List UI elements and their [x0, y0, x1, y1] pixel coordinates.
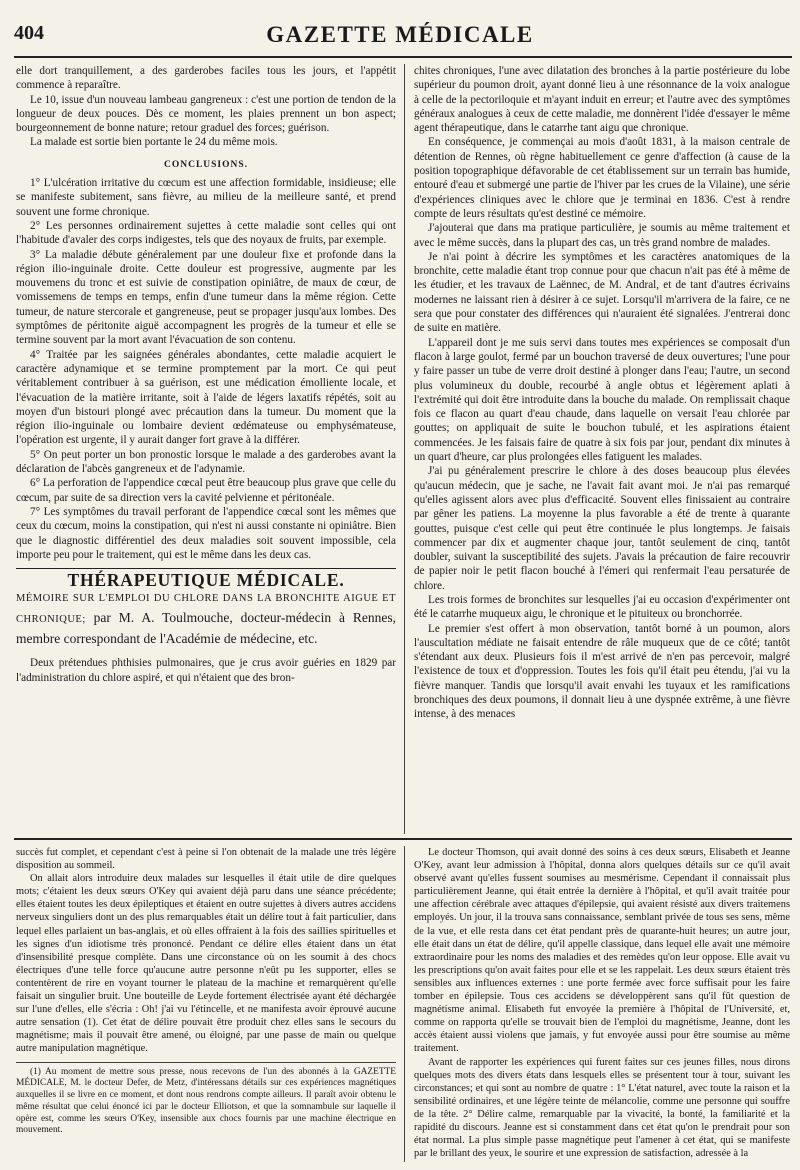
conclusion-item: 2° Les personnes ordinairement sujettes à cette maladie sont celles qui ont l'habitude d'avaler des corps indigestes, tels que des noyaux de fruits, par exemple. — [16, 219, 396, 247]
article-opening: Deux prétendues phthisies pulmonaires, que je crus avoir guéries en 1829 par l'administration du chlore aspiré, et qui n'étaient que des bron- — [16, 657, 396, 684]
header-rule — [14, 56, 792, 58]
article-title — [16, 587, 396, 648]
paragraph: Le docteur Thomson, qui avait donné des soins à ces deux sœurs, Elisabeth et Jeanne O'Key, avant leur admission à l'hôpital, donna alors quelques détails sur ce qu'il avait observé avant qu'elles fussent soumises au mesmérisme. Cependant il connaissait plus particulièrement Jeanne, qui était entrée la dernière à l'hôpital, et qu'il avait traitée pour une affection cérébrale avec attaques d'épilepsie, qui avaient résisté aux divers traitemens employés. Un jour, il la trouva sans connaissance, semblant privée de tous ses sens, même de la vue, et elle resta dans cet état pendant près de quarante-huit heures; un autre jour, elle était dans un état de délire, qu'il appelle classique, dans lequel elle avait une mémoire extraordinaire pour les noms des maladies et des remèdes qu'on leur oppose. Elle avait vu les prescriptions qu'on avait faites pour elle et se les rappelait. Les deux sœurs étaient très sensibles aux influences externes : une porte fermée avec force suffisait pour les faire tomber en épilepsie. Tous ces accidens se développèrent sans qu'il fût question de magnétisme animal. Elisabeth fut envoyée la première à l'hôpital de l'Université, et, comme on rapporta qu'elle se trouvait bien de l'emploi du magnétisme, Jeanne, dont les accès étaient aussi violens que jamais, y fut envoyée aussi pour être soumise au même traitement. — [414, 847, 790, 1055]
paragraph: Les trois formes de bronchites sur lesquelles j'ai eu occasion d'expérimenter ont été le catarrhe muqueux aigu, le chronique et le pituiteux ou bronchorrée. — [414, 593, 790, 621]
conclusion-item: 6° La perforation de l'appendice cœcal peut être beaucoup plus grave que celle du cœcum, par suite de sa direction vers la cavité pelvienne et péritonéale. — [16, 477, 396, 504]
paragraph: Le premier s'est offert à mon observation, tantôt borné à un poumon, alors l'auscultation médiate ne faisait entendre de râle muqueux que de ce côté; tantôt s'étendant aux deux. Plusieurs fois il m'est arrivé de n'en pas percevoir, malgré l'existence de toux et d'oppression. Toutes les fois qu'il était peu étendu, j'ai vu la fièvre manquer. Tandis que lorsqu'il avait envahi les tuyaux et les ramifications bronchiques des deux poumons, il donnait lieu à une dyspnée extrême, à une fièvre intense, à des menaces — [414, 622, 790, 721]
column-divider-bottom — [404, 846, 405, 1162]
paragraph: La malade est sortie bien portante le 24 du même mois. — [30, 136, 278, 149]
conclusion-item: 7° Les symptômes du travail perforant de l'appendice cœcal sont les mêmes que ceux du cœcum, moins la constipation, qui n'est ni aussi constante ni opiniâtre. Bien que le diagnostic différentiel des deux maladies soit souvent impossible, cela importe peu pour le traitement, qui est le même dans les deux cas. — [16, 505, 396, 561]
paragraph: Je n'ai point à décrire les symptômes et les caractères anatomiques de la bronchite, cette maladie étant trop connue pour que chacun n'ait pas été à même de les étudier, et les travaux de Laënnec, de M. Andral, et de tant d'autres écrivains modernes ne laissant rien à désirer à ce sujet. Lorsqu'il m'arrivera de la faire, ce ne sera que pour constater des différences qui n'auraient été signalées. J'entrerai donc de suite en matière. — [414, 250, 790, 335]
feuilleton-rule — [14, 838, 792, 840]
left-column — [16, 64, 396, 834]
paragraph: J'ajouterai que dans ma pratique particulière, je soumis au même traitement et avec le même succès, dans la plupart des cas, un très grand nombre de malades. — [414, 222, 790, 249]
paragraph: chites chroniques, l'une avec dilatation des bronches à la partie postérieure du lobe supérieur du poumon droit, ayant donné lieu à une résonnance de la voix analogue à celle de la pectoriloquie et m'ayant induit en erreur; et l'autre avec des symptômes généraux analogues à ceux de cette maladie, me donnèrent l'idée d'essayer le même agent thérapeutique, dans le catarrhe tant aigu que chronique. — [414, 65, 790, 135]
page-number: 404 — [14, 22, 44, 44]
conclusion-item: 5° On peut porter un bon pronostic lorsque le malade a des garderobes avant la déclaration de l'abcès gangreneux et de l'adynamie. — [16, 448, 396, 476]
column-divider — [404, 64, 405, 834]
right-column — [414, 64, 790, 834]
conclusion-item: 4° Traitée par les saignées générales abondantes, cette maladie acquiert le caractère adynamique et se termine promptement par la mort. Ce qui peut véritablement contribuer à sa guérison, est une médication émolliente locale, et l'évacuation de la matière irritante, soit à l'aide de légers laxatifs répétés, soit au moyen d'un bistouri plongé avec précaution dans la tumeur. Du moment que la région ilio-inguinale ou lombaire devient œdémateuse ou emphysémateuse, l'opération est urgente, il y aurait danger fort grave à la différer. — [16, 348, 396, 447]
article-title-smallcaps: MÉMOIRE SUR L'EMPLOI DU CHLORE DANS LA BRONCHITE AIGUE ET CHRONIQUE; — [16, 593, 396, 626]
section-title: THÉRAPEUTIQUE MÉDICALE. — [67, 570, 345, 591]
paragraph: elle dort tranquillement, a des garderobes faciles tous les jours, et l'appétit commence à reparaître. — [16, 65, 396, 92]
journal-title: GAZETTE MÉDICALE — [266, 22, 534, 47]
paragraph: Le 10, issue d'un nouveau lambeau gangreneux : c'est une portion de tendon de la longueur de deux pouces. Dès ce moment, les plaies prennent un bon aspect; bourgeonnement de bonne nature; retour graduel des forces; guérison. — [16, 93, 396, 135]
page-header — [0, 22, 800, 48]
section-rule — [16, 568, 396, 569]
footnote: (1) Au moment de mettre sous presse, nous recevons de l'un des abonnés à la GAZETTE MÉDICALE, M. le docteur Defer, de Metz, d'intéressans détails sur ces expériences magnétiques auxquelles il se livre en ce moment, et dont nous rendrons compte ailleurs. Il paraît avoir obtenu le même résultat que celui énoncé ici par le docteur Elliotson, et que la somnambule sur laquelle il opère est, comme les sœurs O'Key, insensible aux chocs fournis par une machine électrique en mouvement. — [16, 1066, 396, 1136]
paragraph: On allait alors introduire deux malades sur lesquelles il était utile de dire quelques mots; c'étaient les deux sœurs O'Key qui avaient déjà paru dans une séance précédente; elles étaient toutes les deux épileptiques et étaient en outre sujettes à divers autres accidens nerveux singuliers dont un des plus remarquables était un délire tout à fait particulier, dans lequel elles parlaient un bas-anglais, et où elles offraient à la fois des saillies spirituelles et les signes d'un idiotisme très prononcé. Pendant ce délire elles étaient dans un état d'insensibilité presque complète. Dans une circonstance où on les soumit à des chocs électriques d'une telle force qu'aucune autre personne n'eût pu les supporter, elles se contentèrent de rire en voyant tourner le plateau de la machine et remarquèrent qu'elle faisait un singulier bruit. Une bouteille de Leyde fortement électrisée ayant été déchargée sur l'une d'elles, elle s'écria : Oh! j'ai vu l'étincelle, et ne manifesta avoir éprouvé aucune autre sensation (1). Cet état de délire pouvait être produit chez elles sans le secours du magnétisme; mais il pouvait être amené, ou éloigné, par une passe de main ou quelque autre manipulation magnétique. — [16, 873, 396, 1055]
conclusion-item: 3° La maladie débute généralement par une douleur fixe et profonde dans la région ilio-inguinale droite. Cette douleur est progressive, augmente par les mouvemens du tronc et est suivie de constipation opiniâtre, de maux de cœur, de vomissemens de temps en temps, enfin d'une tumeur dans la même région. Cette tumeur, de nature stercorale et gangreneuse, peut se propager jusqu'aux lombes. Des symptômes de péritonite aiguë accompagnent les progrès de la tumeur et elle se termine souvent par la mort avant l'évacuation de son contenu. — [16, 248, 396, 347]
bottom-left-column — [16, 846, 396, 1162]
footnote-rule — [16, 1062, 396, 1063]
paragraph: Avant de rapporter les expériences qui furent faites sur ces jeunes filles, nous dirons quelques mots des divers états dans lesquels elles se présentent tour à tour, suivant les circonstances; et qui sont au nombre de quatre : 1° L'état naturel, avec toute la raison et la sensibilité ordinaires, et une légère teinte de mélancolie, comme une personne qui souffre de la tête. 2° Délire calme, remarquable par la vivacité, la bonté, la familiarité et la rapidité du discours. Jeanne est si constamment dans cet état qu'on le prendrait pour son état normal. La plus simple passe magnétique peut l'amener à cet état, qui se manifeste par le brillant des yeux, le sourire et une expression de satisfaction, adressée à la — [414, 1056, 790, 1160]
bottom-right-column — [414, 846, 790, 1162]
article-title-author: par M. A. Toulmouche, docteur-médecin à Rennes, membre correspondant de l'Académie de médecine, etc. — [16, 610, 396, 647]
paragraph: L'appareil dont je me suis servi dans toutes mes expériences se composait d'un flacon à large goulot, fermé par un bouchon traversé de deux ouvertures; l'une pour y faire passer un tube de verre droit destiné à plonger dans l'eau; l'autre, un second plus volumineux du double, recourbé à angle obtus et légèrement aplati à l'extrémité qui doit être introduite dans la bouche du malade. On remplissait chaque fois ce flacon au quart d'eau chaude, dans laquelle on versait l'eau chlorée par gouttes; on appliquait de suite le bouchon tubulé, et les aspirations étaient commencées. Je les faisais faire de quatre à six fois par jour, pendant dix minutes à un quart d'heure, car plus prolongées elles fatiguent les malades. — [414, 336, 790, 464]
paragraph: succès fut complet, et cependant c'est à peine si l'on obtenait de la malade une très légère disposition au sommeil. — [16, 847, 396, 872]
conclusions-heading: CONCLUSIONS. — [163, 159, 249, 170]
conclusion-item: 1° L'ulcération irritative du cœcum est une affection formidable, insidieuse; elle se manifeste subitement, sans fièvre, au milieu de la meilleure santé, et prend souvent une forme chronique. — [16, 177, 396, 218]
paragraph: En conséquence, je commençai au mois d'août 1831, à la maison centrale de détention de Rennes, où règne habituellement ce genre d'affection (à cause de la position topographique défavorable de cet établissement sur un terrain bas humide, entouré d'eau et submergé une partie de l'hiver par les crues de la Vilaine), une série d'expériences cliniques avec le chlore que je terminai en 1836. C'est à rendre compte de leurs résultats qu'est destiné ce mémoire. — [414, 136, 790, 220]
paragraph: J'ai pu généralement prescrire le chlore à des doses beaucoup plus élevées qu'aucun médecin, que je sache, ne l'avait fait avant moi. Je n'ai pas remarqué qu'elles agissent alors avec plus d'efficacité. Souvent elles finissaient au contraire par gêner les patiens. La moyenne la plus favorable a été de trente à quarante gouttes, puisque c'est celle qui peut être continuée le plus longtemps. Je faisais commencer par dix et augmenter chaque jour, tantôt seulement de cinq, tantôt doubler, suivant la susceptibilité des sujets. J'avais la précaution de faire recouvrir de papier noir le petit flacon bouché à l'émeri qui renfermait l'eau persaturée de chlore. — [414, 465, 790, 592]
